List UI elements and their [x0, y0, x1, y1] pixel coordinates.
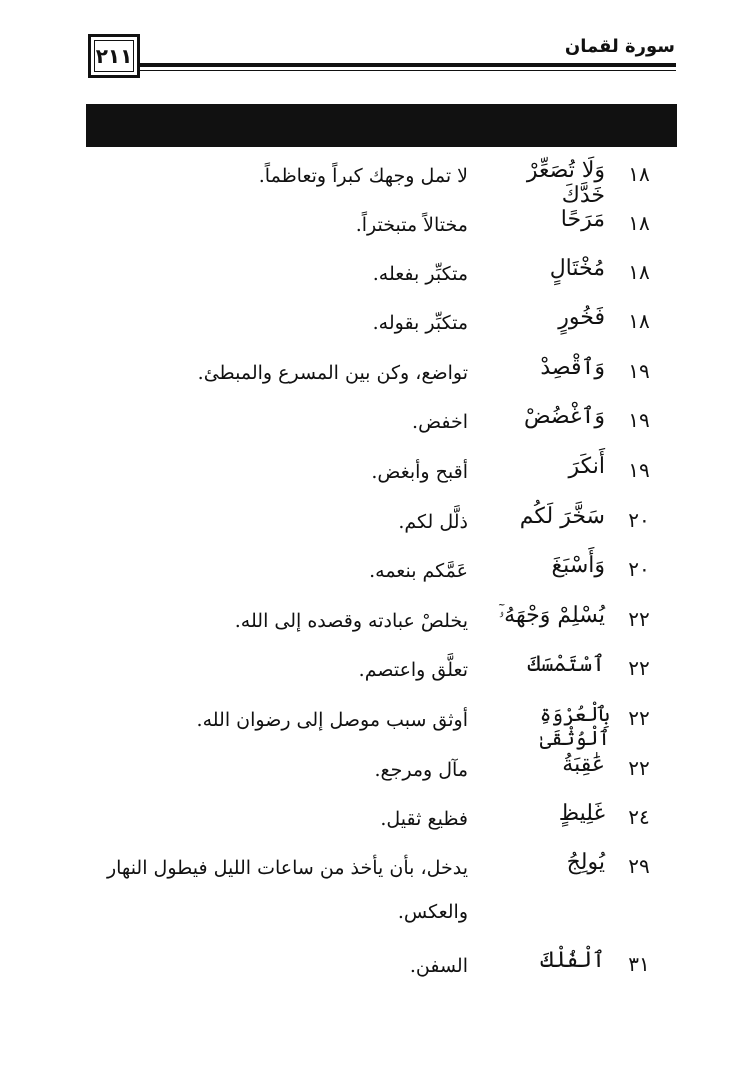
quran-word: مُخْتَالٍ	[549, 256, 605, 281]
ayah-number: ٢٢	[628, 607, 650, 631]
word-meaning: مآل ومرجع.	[374, 759, 468, 781]
word-meaning: عَمَّكم بنعمه.	[369, 560, 468, 582]
ayah-number: ٢٠	[628, 508, 650, 532]
ayah-number: ٢٢	[628, 706, 650, 730]
ayah-number: ١٨	[628, 260, 650, 284]
word-meaning: تواضع، وكن بين المسرع والمبطئ.	[197, 362, 468, 384]
header-rule	[140, 63, 676, 67]
word-meaning: لا تمل وجهك كبراً وتعاظماً.	[258, 165, 468, 187]
quran-word: وَٱغْضُضْ	[523, 404, 605, 429]
section-banner	[86, 104, 677, 147]
quran-word: يُولِجُ	[566, 850, 605, 875]
word-meaning: اخفض.	[412, 411, 468, 433]
surah-title: سورة لقمان	[564, 36, 675, 57]
ayah-number: ٣١	[628, 952, 650, 976]
quran-word: مَرَحًا	[560, 207, 605, 232]
quran-word: أَنكَرَ	[568, 454, 605, 479]
quran-word: ٱلْفُلْكَ	[540, 948, 605, 973]
word-meaning: متكبِّر بفعله.	[372, 263, 468, 285]
ayah-number: ١٩	[628, 458, 650, 482]
quran-word: عَٰقِبَةُ	[562, 752, 605, 777]
word-meaning: تعلَّق واعتصم.	[358, 659, 468, 681]
ayah-number: ٢٢	[628, 656, 650, 680]
quran-word: وَلَا تُصَعِّرْ خَدَّكَ	[526, 158, 605, 208]
word-meaning: أقبح وأبغض.	[371, 461, 468, 483]
ayah-number: ١٨	[628, 162, 650, 186]
ayah-number: ١٨	[628, 211, 650, 235]
word-meaning: ذلَّل لكم.	[398, 511, 468, 533]
ayah-number: ١٩	[628, 408, 650, 432]
quran-word: وَٱقْصِدْ	[540, 355, 605, 380]
word-meaning: يخلصْ عبادته وقصده إلى الله.	[234, 610, 468, 632]
word-meaning: مختالاً متبختراً.	[355, 214, 468, 236]
ayah-number: ١٩	[628, 359, 650, 383]
quran-word: سَخَّرَ لَكُم	[519, 504, 605, 529]
page-number: ٢١١	[88, 34, 140, 78]
quran-word: ٱسْتَمْسَكَ	[527, 652, 605, 677]
quran-word: وَأَسْبَغَ	[551, 553, 605, 578]
page-header	[0, 0, 755, 100]
ayah-number: ٢٢	[628, 756, 650, 780]
word-meaning: السفن.	[409, 955, 468, 977]
quran-word: بِٱلْعُرْوَةِ ٱلْوُثْقَىٰ	[539, 702, 610, 750]
word-meaning: متكبِّر بقوله.	[372, 312, 468, 334]
quran-word: فَخُورٍ	[558, 305, 605, 330]
quran-word: يُسْلِمْ وَجْهَهُۥٓ	[498, 603, 605, 628]
header-rule-thin	[140, 70, 676, 71]
word-meaning: أوثق سبب موصل إلى رضوان الله.	[196, 709, 468, 731]
ayah-number: ١٨	[628, 309, 650, 333]
quran-word: غَلِيظٍ	[558, 801, 605, 826]
word-meaning: فظيع ثقيل.	[380, 808, 468, 830]
ayah-number: ٢٩	[628, 854, 650, 878]
word-meaning: يدخل، بأن يأخذ من ساعات الليل فيطول النهار والعكس.	[106, 857, 468, 923]
ayah-number: ٢٤	[628, 805, 650, 829]
ayah-number: ٢٠	[628, 557, 650, 581]
